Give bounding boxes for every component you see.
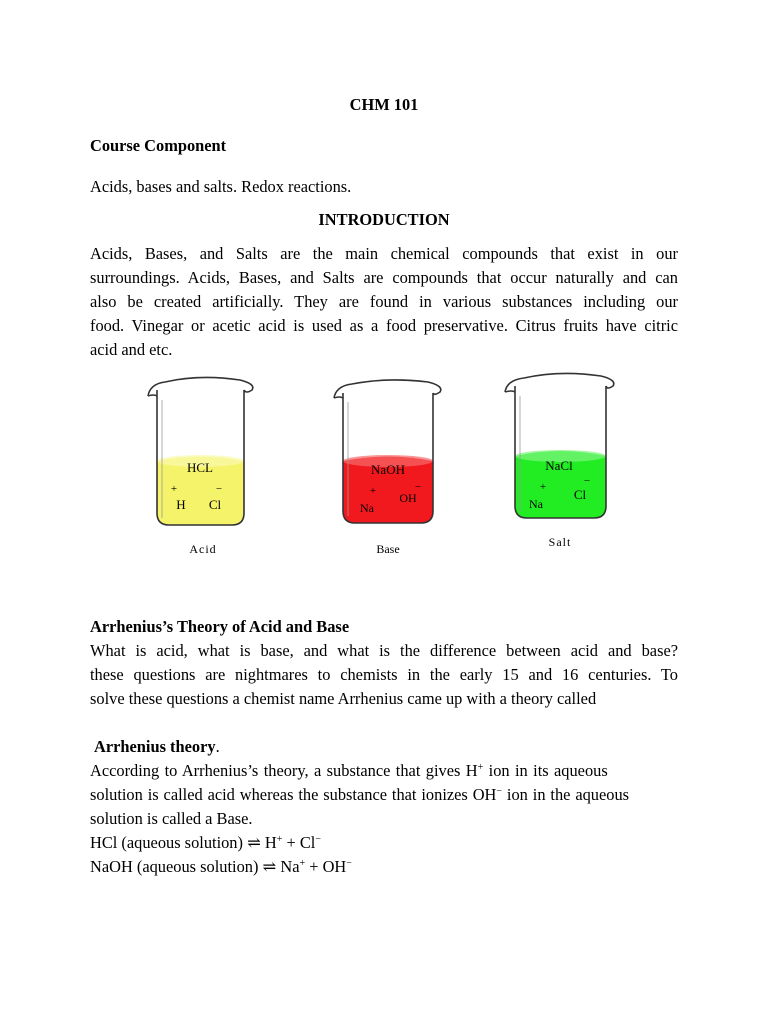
theory-line [90,783,678,807]
theory-heading: Arrhenius theory [94,737,216,756]
superscript: − [496,786,503,797]
theory-heading-line [94,735,682,759]
salt-beaker [505,373,614,549]
arrhenius-line: What is acid, what is base, and what is the difference between acid and base? [90,641,678,660]
intro-line: acid and etc. [90,340,173,359]
intro-line: Acids, Bases, and Salts are the main chemical compounds that exist in our [90,244,678,263]
salt-cation: Na [529,497,543,511]
course-code: CHM 101 [349,95,419,114]
acid-cation-charge: + [170,483,178,495]
base-compound: NaOH [371,462,405,477]
base-anion: OH [399,491,417,505]
superscript: − [315,834,321,845]
theory-heading-period: . [215,737,220,756]
equation-hcl [90,831,678,855]
course-component-heading: Course Component [90,136,227,155]
equation-naoh [90,855,678,879]
base-anion-charge: − [414,481,422,493]
theory-line [90,759,678,783]
acid-anion: Cl [208,497,222,512]
arrhenius-line: these questions are nightmares to chemists in the early 15 and 16 centuries. To [90,665,678,684]
salt-compound: NaCl [545,458,573,473]
theory-text: solution is called acid whereas the substance that ionizes OH [90,785,497,804]
theory-text: According to Arrhenius’s theory, a substance that gives H [90,761,478,780]
superscript: + [299,858,306,869]
theory-line: solution is called a Base. [90,809,253,828]
equation-text: + Cl [282,833,316,852]
superscript: + [477,762,484,773]
arrhenius-line: solve these questions a chemist name Arrhenius came up with a theory called [90,689,597,708]
base-beaker [334,380,441,556]
acid-compound: HCL [187,460,213,475]
salt-anion: Cl [573,487,587,502]
equation-text: + OH [305,857,347,876]
beakers-figure [0,360,768,570]
intro-line: surroundings. Acids, Bases, and Salts are compounds that occur naturally and can [90,268,678,287]
acid-beaker [148,377,253,556]
acid-label: Acid [189,542,217,556]
salt-cation-charge: + [539,481,547,493]
salt-label: Salt [548,535,572,549]
theory-text: ion in the aqueous [502,785,630,804]
intro-heading: INTRODUCTION [318,210,450,229]
salt-anion-charge: − [583,475,591,487]
base-cation-charge: + [369,485,377,497]
acid-anion-charge: − [215,483,223,495]
equation-text: HCl (aqueous solution) ⇌ H [90,833,277,852]
course-component-text: Acids, bases and salts. Redox reactions. [90,177,352,196]
superscript: − [346,858,352,869]
theory-text: ion in its aqueous [483,761,608,780]
base-cation: Na [360,501,374,515]
arrhenius-heading: Arrhenius’s Theory of Acid and Base [90,617,350,636]
intro-line: also be created artificially. They are found in various substances including our [90,292,678,311]
base-label: Base [376,542,400,556]
intro-line: food. Vinegar or acetic acid is used as a food preservative. Citrus fruits have citric [90,316,678,335]
equation-text: NaOH (aqueous solution) ⇌ Na [90,857,300,876]
superscript: + [276,834,283,845]
acid-cation: H [176,497,186,512]
